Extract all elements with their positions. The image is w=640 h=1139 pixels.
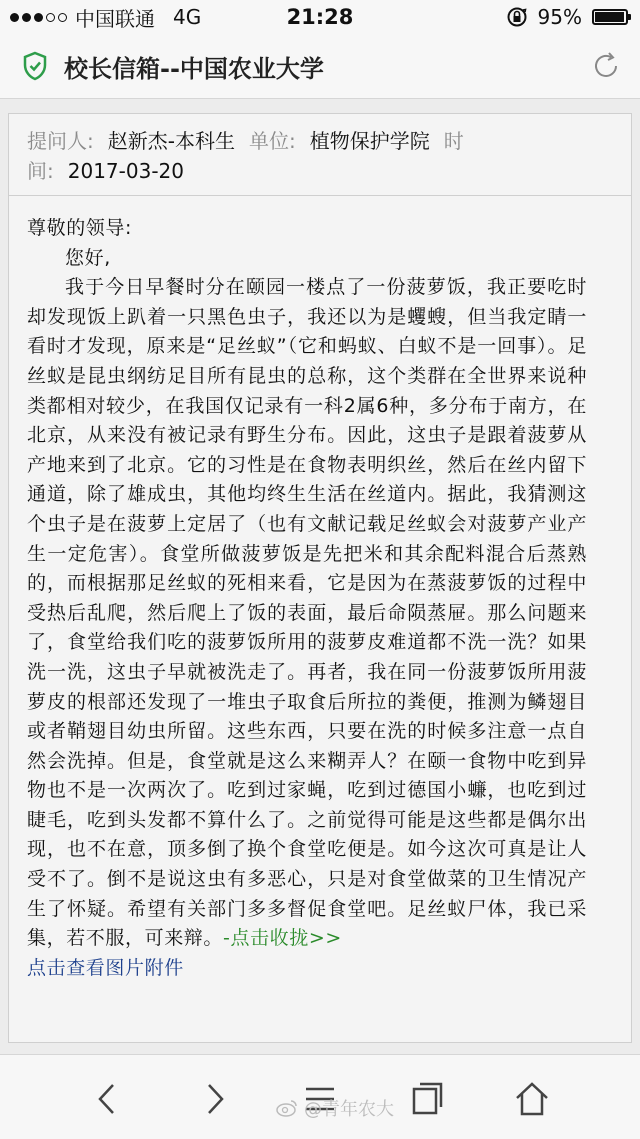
asker-label: 提问人: — [27, 129, 94, 153]
home-icon[interactable] — [512, 1079, 552, 1119]
reload-icon[interactable] — [590, 50, 622, 82]
greeting: 您好, — [65, 246, 111, 269]
weibo-logo-icon — [276, 1099, 298, 1117]
attachment-link[interactable]: 点击查看图片附件 — [27, 956, 184, 979]
letter-body — [27, 214, 587, 983]
unit-label: 单位: — [248, 129, 296, 153]
watermark-text: @青年农大 — [304, 1099, 394, 1120]
carrier-name: 中国联通 — [75, 6, 155, 31]
message-text: 我于今日早餐时分在颐园一楼点了一份菠萝饭，我正要吃时却发现饭上趴着一只黑色虫子，我还以为是蠼螋，但当我定睛一看时才发现，原来是“足丝蚁”（它和蚂蚁、白蚁不是一回事）。足丝蚁是昆虫纲纺足目所有昆虫的总称，这个类群在全世界来说种类都相对较少，在我国仅记录有一科2属6种，多分布于南方，在北京，从来没有被记录有野生分布。因此，这虫子是跟着菠萝从产地来到了北京。它的习性是在食物表明织丝，然后在丝内留下通道，除了雄成虫，其他均终生生活在丝道内。据此，我猜测这个虫子是在菠萝上定居了（也有文献记载足丝蚁会对菠萝产业产生一定危害）。食堂所做菠萝饭是先把米和其余配料混合后蒸熟的，而根据那足丝蚁的死相来看，它是因为在蒸菠萝饭的过程中受热后乱爬，然后爬上了饭的表面，最后命陨蒸屉。那么问题来了，食堂给我们吃的菠萝饭所用的菠萝皮难道都不洗一洗？如果洗一洗，这虫子早就被洗走了。再者，我在同一份菠萝饭所用菠萝皮的根部还发现了一堆虫子取食后所拉的粪便，推测为鳞翅目或者鞘翅目幼虫所留。这些东西，只要在洗的时候多注意一点自然会洗掉。但是，食堂就是这么来糊弄人？在颐一食物中吃到异物也不是一次两次了。吃到过家蝇，吃到过德国小蠊，也吃到过睫毛，吃到头发都不算什么了。之前觉得可能是这些都是偶尔出现，也不在意，顶多倒了换个食堂吃便是。如今这次可真是让人受不了。倒不是说这虫有多恶心，只是对食堂做菜的卫生情况产生了怀疑。希望有关部门多多督促食堂吧。足丝蚁尸体，我已采集，若不服，可来辩。 — [27, 276, 587, 950]
letter-card — [8, 113, 632, 1043]
browser-toolbar — [0, 1054, 640, 1139]
browser-nav-bar — [0, 34, 640, 99]
forward-icon[interactable] — [194, 1079, 234, 1119]
message-paragraph — [27, 273, 587, 954]
secure-shield-icon — [22, 51, 48, 81]
time-label-start: 时 — [443, 129, 464, 153]
battery-percent: 95% — [537, 5, 582, 29]
unit-value: 植物保护学院 — [309, 129, 430, 153]
time-label-end: 间: — [27, 159, 54, 183]
back-icon[interactable] — [88, 1079, 128, 1119]
status-time: 21:28 — [286, 5, 354, 29]
tabs-icon[interactable] — [406, 1079, 446, 1119]
time-value: 2017-03-20 — [67, 159, 184, 183]
collapse-link[interactable]: -点击收拢>> — [223, 927, 342, 950]
battery-icon — [592, 9, 628, 25]
rotation-lock-icon — [506, 6, 528, 28]
signal-strength-icon — [10, 13, 67, 22]
letter-meta — [9, 114, 631, 196]
network-type: 4G — [173, 5, 202, 29]
status-bar — [0, 0, 640, 34]
asker-value: 赵新杰-本科生 — [107, 129, 235, 153]
weibo-watermark — [276, 1095, 394, 1121]
page-content — [0, 99, 640, 1054]
page-title: 校长信箱--中国农业大学 — [64, 54, 324, 83]
salutation: 尊敬的领导: — [27, 217, 133, 239]
